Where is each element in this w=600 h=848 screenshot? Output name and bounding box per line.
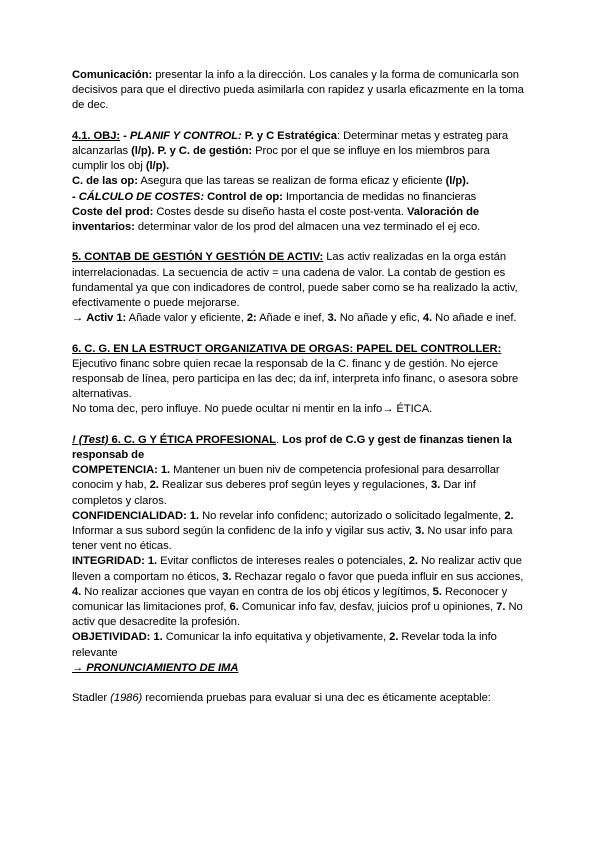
contab-heading: 5. CONTAB DE GESTIÓN Y GESTIÓN DE ACTIV: — [72, 251, 324, 264]
item-number: 6. — [229, 601, 239, 614]
planif-control-label: - PLANIF Y CONTROL: — [120, 129, 242, 142]
controller-text: Ejecutivo financ sobre quien recae la responsab de la C. financ y de gestión. No ejerce responsab de línea, pero participa en las dec; da inf, interpreta info financ, o asesora sobre alternativas. — [72, 357, 519, 401]
paragraph-etica-heading — [72, 433, 528, 463]
item-number: 2. — [149, 479, 159, 492]
item-number: 1. — [157, 464, 171, 477]
integridad-label: INTEGRIDAD: — [72, 555, 145, 568]
item-number: 1. — [144, 555, 158, 568]
etica-sep: . — [275, 433, 283, 446]
item-number: 3. — [430, 479, 441, 492]
coste-prod-label: Coste del prod: — [72, 205, 154, 218]
valoracion-text: determinar valor de los prod del almacen una vez terminado el ej eco. — [134, 221, 481, 234]
item-number: 7. — [496, 601, 506, 614]
competencia-label: COMPETENCIA: — [72, 464, 158, 477]
item-text: Evitar conflictos de intereses reales o potenciales, — [157, 555, 409, 568]
activ3-label: 3. — [327, 312, 337, 325]
item-text: Reconocer y comunicar las limitaciones prof, — [72, 585, 508, 614]
control-op-text: Importancia de medidas no financieras — [282, 190, 477, 203]
activ2-label: 2: — [246, 312, 257, 325]
arrow-icon: → — [72, 312, 87, 325]
control-op-label: Control de op: — [204, 190, 283, 203]
paragraph-integridad — [72, 554, 528, 630]
etica-intro: Los prof de C.G y gest de finanzas tienen la responsab de — [72, 433, 512, 462]
item-text: Informar a sus subord según la confidenc de la info y vigilar sus activ, — [72, 525, 416, 538]
communication-label: Comunicación: — [72, 69, 153, 81]
contab-text: Las activ realizadas en la orga están interrelacionadas. La secuencia de activ = una cadena de valor. La contab de gestion es fundamental ya que con indicadores de control, puede saber como se ha realizado la activ, efectivamente o puede mejorarse. — [72, 251, 518, 310]
activ1-text: Añade valor y eficiente, — [126, 312, 247, 325]
activ2-text: Añade e inef, — [256, 312, 328, 325]
lp-tag: (l/p) — [131, 145, 152, 157]
coste-prod-text: Costes desde su diseño hasta el coste post-venta. — [153, 205, 407, 218]
item-number: 3. — [222, 570, 232, 583]
paragraph-stadler — [72, 691, 528, 706]
activ3-text: No añade y efic, — [336, 312, 423, 325]
item-text: Comunicar la info equitativa y objetivamente, — [162, 631, 390, 644]
paragraph-calculo — [72, 190, 528, 205]
item-text: No usar info para tener vent no éticas. — [72, 525, 513, 553]
item-text: No realizar acciones que vayan en contra de los obj éticos y legítimos, — [81, 585, 433, 598]
paragraph-controller — [72, 342, 528, 403]
pc-gestion-label: . P. y C. de gestión: — [151, 145, 253, 157]
controller-heading: 6. C. G. EN LA ESTRUCT ORGANIZATIVA DE ORGAS: PAPEL DEL CONTROLLER: — [72, 342, 502, 355]
objetividad-label: OBJETIVIDAD: — [72, 631, 151, 644]
item-text: No activ que desacredite la profesión. — [72, 601, 523, 629]
test-tag: ! (Test) — [72, 433, 109, 446]
pc-gestion-text: Proc por el que se influye en los miembros para cumplir los obj — [72, 145, 490, 173]
pronunciamiento-link: → PRONUNCIAMIENTO DE IMA — [72, 661, 239, 674]
paragraph-communication — [72, 68, 528, 114]
confidencialidad-label: CONFIDENCIALIDAD: — [72, 509, 187, 522]
objectives-heading: 4.1. OBJ: — [72, 129, 121, 142]
paragraph-activ — [72, 311, 528, 326]
calculo-costes-label: - CÁLCULO DE COSTES: — [72, 190, 205, 203]
control-ops-text: Asegura que las tareas se realizan de forma eficaz y eficiente — [137, 175, 446, 188]
item-text: No realizar activ que lleven a comportam no éticos, — [72, 555, 529, 583]
item-text: Mantener un buen niv de competencia profesional para desarrollar conocim y hab, — [72, 464, 500, 492]
item-number: 4. — [72, 585, 82, 598]
communication-text: presentar la info a la dirección. Los canales y la forma de comunicarla son decisivos para que el directivo pueda asimilarla con rapidez y usarla eficazmente en la toma de dec. — [72, 69, 524, 112]
paragraph-contab — [72, 250, 528, 311]
activ4-text: No añade e inef. — [432, 312, 517, 325]
stadler-year: (1986) — [110, 692, 143, 705]
item-text: Dar inf completos y claros. — [72, 479, 476, 507]
item-text: Revelar toda la info relevante — [72, 631, 497, 659]
lp-tag: (l/p). — [445, 175, 469, 188]
item-number: 2. — [504, 509, 514, 522]
pc-estrategica-label: P. y C Estratégica — [241, 129, 337, 142]
paragraph-pronunciamiento — [72, 661, 528, 676]
stadler-name: Stadler — [72, 692, 111, 705]
item-number: 2. — [389, 631, 399, 644]
pc-estrategica-text: : Determinar metas y estrateg para alcanzarlas — [72, 129, 509, 157]
paragraph-coste-prod — [72, 205, 528, 235]
activ4-label: 4. — [422, 312, 433, 325]
paragraph-control-ops — [72, 174, 528, 189]
lp-tag: (l/p). — [145, 160, 170, 173]
valoracion-label: Valoración de inventarios: — [72, 205, 480, 234]
paragraph-competencia — [72, 463, 528, 509]
item-text: Comunicar info fav, desfav, juicios prof u opiniones, — [238, 601, 497, 614]
item-text: Realizar sus deberes prof según leyes y regulaciones, — [158, 479, 431, 492]
item-number: 2. — [408, 555, 418, 568]
item-number: 1. — [150, 631, 163, 644]
item-text: Rechazar regalo o favor que pueda influir en sus acciones, — [231, 570, 524, 583]
control-ops-label: C. de las op: — [72, 175, 138, 188]
paragraph-objetividad — [72, 630, 528, 660]
item-number: 5. — [432, 585, 442, 598]
stadler-text: recomienda pruebas para evaluar si una dec es éticamente aceptable: — [142, 692, 491, 705]
item-number: 1. — [186, 509, 200, 522]
paragraph-objectives — [72, 129, 528, 175]
controller-ethics-text: No toma dec, pero influye. No puede ocultar ni mentir en la info→ ÉTICA. — [72, 403, 433, 416]
item-number: 3. — [415, 525, 425, 538]
paragraph-controller-ethics — [72, 402, 528, 417]
etica-heading: 6. C. G Y ÉTICA PROFESIONAL — [108, 433, 276, 446]
paragraph-confidencialidad — [72, 509, 528, 555]
activ1-label: Activ 1: — [86, 312, 127, 325]
item-text: No revelar info confidenc; autorizado o solicitado legalmente, — [199, 509, 505, 522]
